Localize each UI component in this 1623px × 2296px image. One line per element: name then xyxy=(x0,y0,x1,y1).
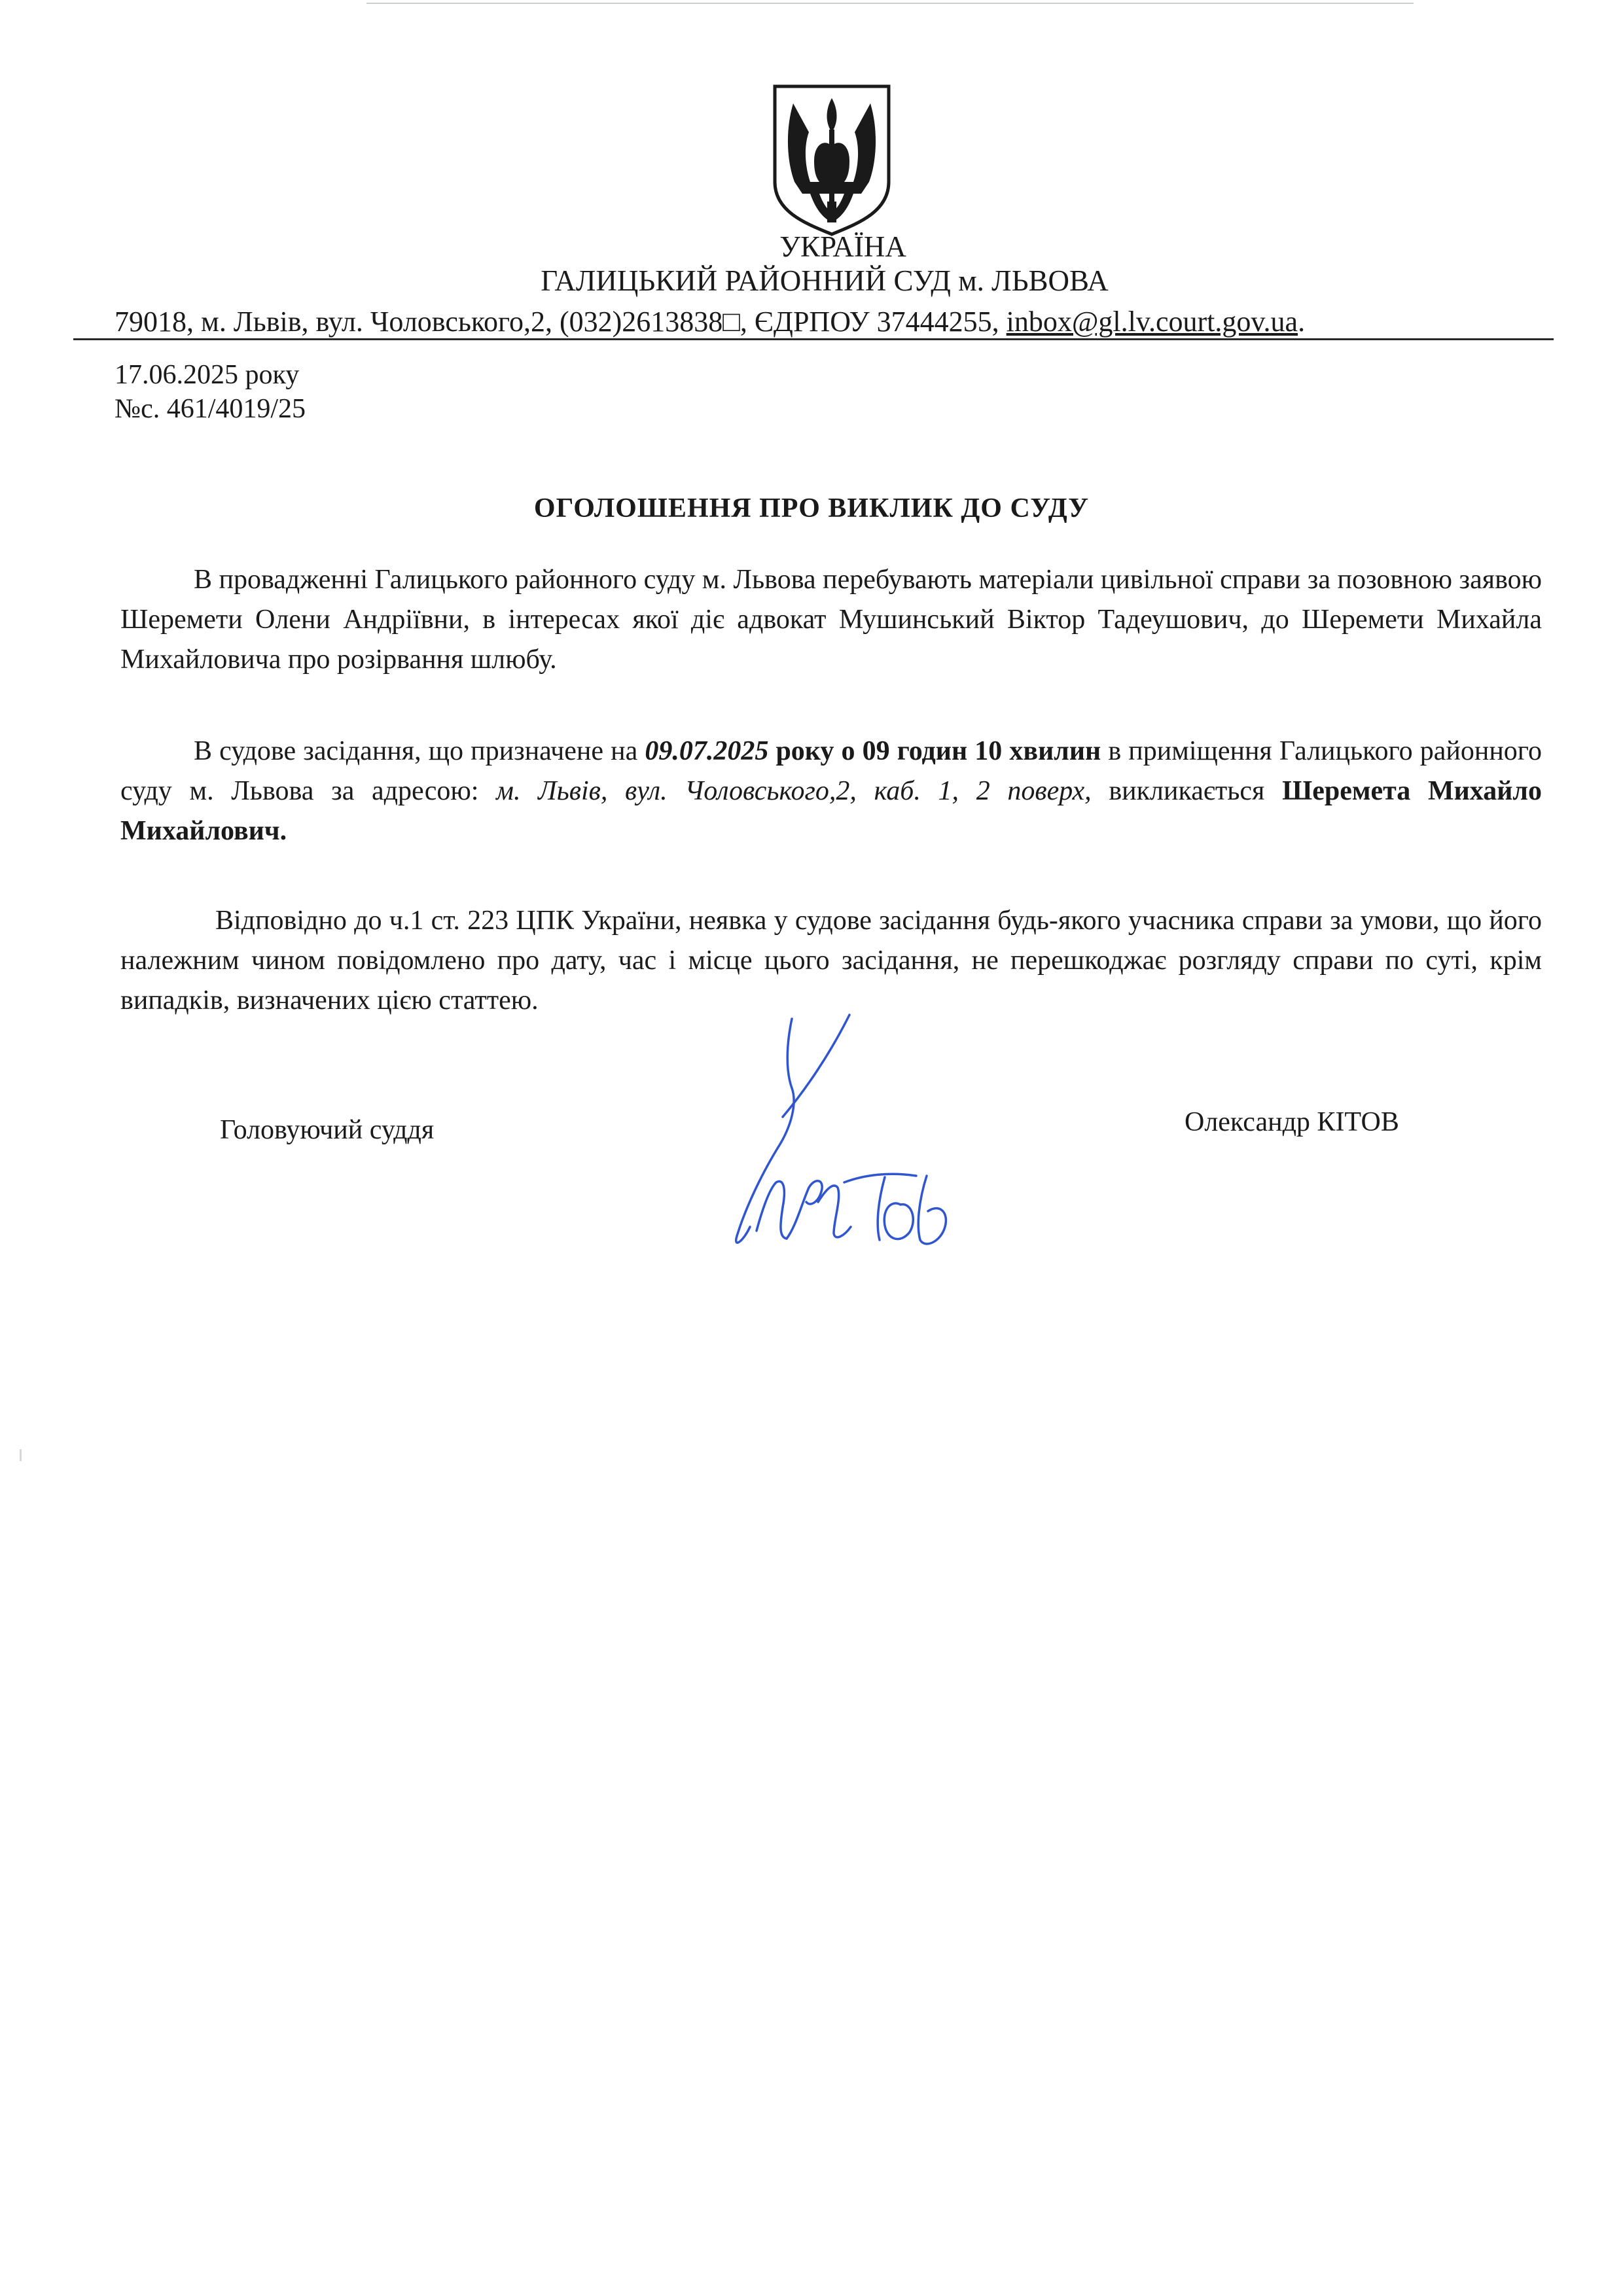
address-end: . xyxy=(1298,306,1306,338)
handwritten-signature xyxy=(694,1011,1001,1260)
hearing-date: 09.07.2025 xyxy=(645,736,769,766)
scan-edge-line xyxy=(366,3,1414,4)
hearing-location: м. Львів, вул. Чоловського,2, каб. 1, 2 поверх, xyxy=(496,776,1092,806)
hearing-mid: в приміщення Галицького районного суду м. Львова за адресою: xyxy=(120,736,1542,806)
summoned-person: Шеремета Михайло Михайлович. xyxy=(120,776,1542,846)
hearing-lead: В судове засідання, що призначене на xyxy=(194,736,645,766)
header-country: УКРАЇНА xyxy=(779,230,906,263)
hearing-time: року о 09 годин 10 хвилин xyxy=(768,736,1101,766)
scan-speck xyxy=(20,1449,22,1461)
header-divider xyxy=(73,338,1554,340)
paragraph-case-description: В провадженні Галицького районного суду м. Львова перебувають матеріали цивільної справи за позовною заявою Шеремети Олени Андріївни, в інтересах якої діє адвокат Мушинський Віктор Тадеушович, до Шеремети Михайла Михайловича про розірвання шлюбу. xyxy=(120,565,1542,675)
signer-name: Олександр КІТОВ xyxy=(1185,1107,1399,1137)
header-court-name: ГАЛИЦЬКИЙ РАЙОННИЙ СУД м. ЛЬВОВА xyxy=(541,264,1109,297)
court-address-line xyxy=(115,305,1522,339)
address-text: 79018, м. Львів, вул. Чоловського,2, (032)2613838□, ЄДРПОУ 37444255, xyxy=(115,306,1007,338)
signer-role: Головуючий суддя xyxy=(220,1115,435,1145)
ukraine-trident-emblem-icon xyxy=(771,84,893,237)
document-title: ОГОЛОШЕННЯ ПРО ВИКЛИК ДО СУДУ xyxy=(533,493,1090,523)
hearing-call: викликається xyxy=(1091,776,1283,806)
paragraph-hearing-summons xyxy=(120,732,1542,851)
court-email-link[interactable]: inbox@gl.lv.court.gov.ua xyxy=(1006,306,1298,338)
case-number: №с. 461/4019/25 xyxy=(115,394,306,424)
document-date: 17.06.2025 року xyxy=(115,360,300,390)
paragraph-legal-notice: Відповідно до ч.1 ст. 223 ЦПК України, неявка у судове засідання будь-якого учасника справи за умови, що його належним чином повідомлено про дату, час і місце цього засідання, не перешкоджає розгляду справи по суті, крім випадків, визначених цією статтею. xyxy=(120,906,1542,1016)
